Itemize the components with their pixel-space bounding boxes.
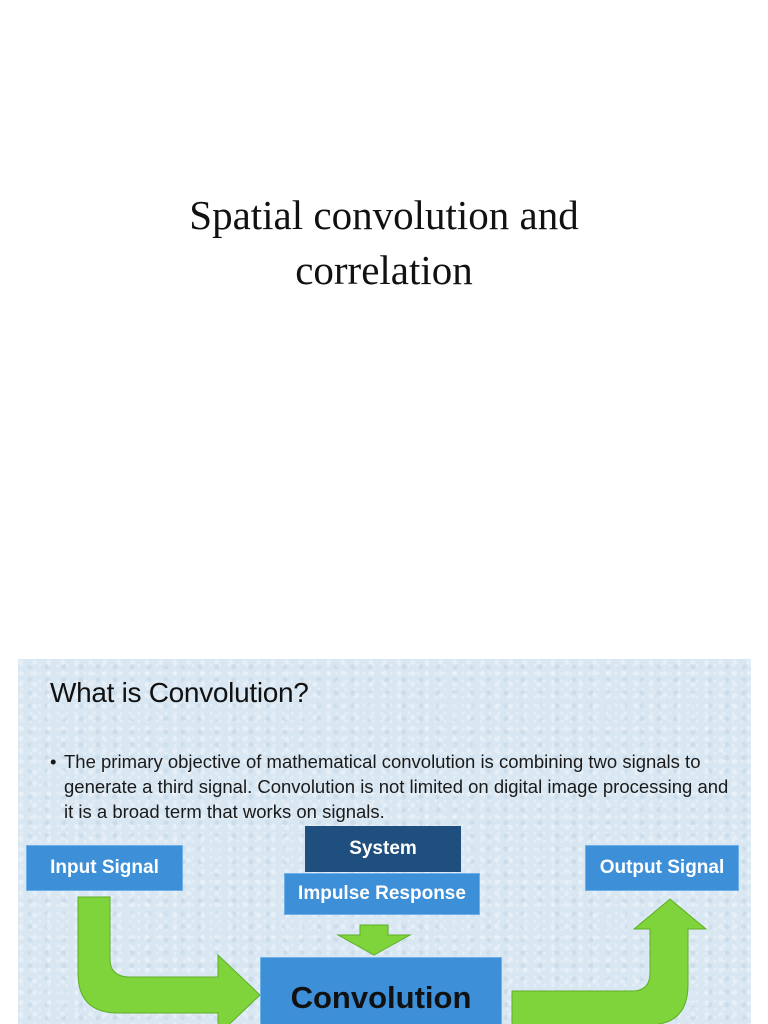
impulse-down-arrow [338, 925, 410, 955]
page-title [0, 188, 768, 298]
system-label: System [349, 838, 417, 859]
convolution-label: Convolution [290, 980, 472, 1015]
input-arrow [78, 897, 260, 1024]
output-arrow [512, 899, 706, 1024]
impulse-response-box [284, 873, 480, 915]
bullet-marker: • [50, 751, 57, 772]
output-signal-box [585, 845, 739, 891]
title-line-2: correlation [295, 247, 473, 293]
convolution-box [260, 957, 502, 1024]
input-signal-label: Input Signal [50, 857, 159, 878]
bullet-text: The primary objective of mathematical convolution is combining two signals to generate a third signal. Convolution is not limited on digital image processing and it is a broad term that works on signals. [64, 751, 729, 822]
impulse-response-label: Impulse Response [298, 883, 466, 904]
input-signal-box [26, 845, 183, 891]
output-signal-label: Output Signal [599, 857, 725, 878]
title-line-1: Spatial convolution and [189, 192, 579, 238]
system-box [305, 826, 461, 872]
slide-image [18, 659, 751, 1024]
slide-heading: What is Convolution? [50, 677, 309, 708]
